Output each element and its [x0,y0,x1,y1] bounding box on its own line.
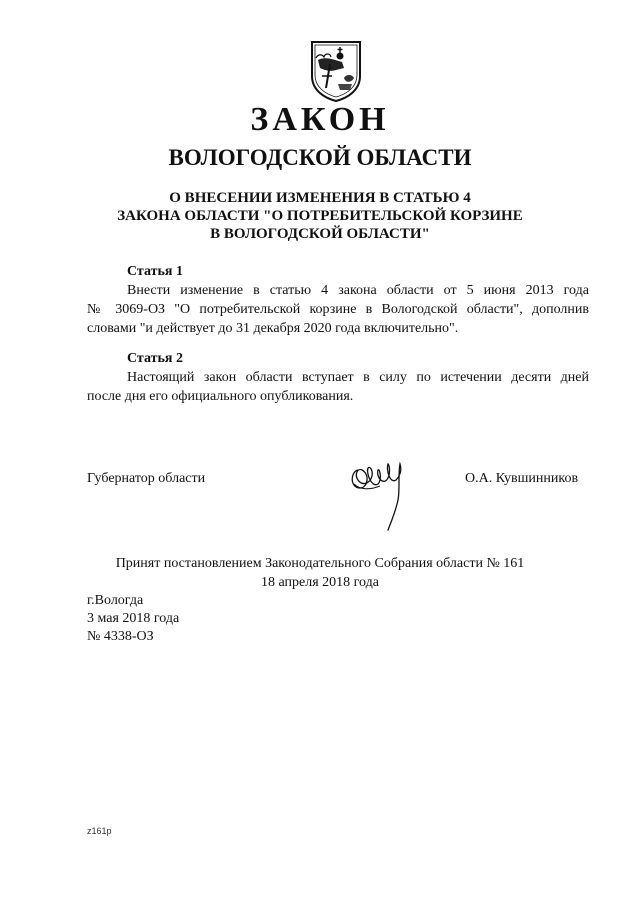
article-1-heading: Статья 1 [127,264,183,279]
article-2-line: после дня его официального опубликования. [87,389,354,404]
signatory-name: О.А. Кувшинников [465,471,579,486]
article-1-line: Внести изменение в статью 4 закона области от 5 июня 2013 года [127,283,589,298]
article-2-line: Настоящий закон области вступает в силу по истечении десяти дней [127,370,589,385]
region-title: ВОЛОГОДСКОЙ ОБЛАСТИ [168,145,472,170]
subject-line: ЗАКОНА ОБЛАСТИ "О ПОТРЕБИТЕЛЬСКОЙ КОРЗИНЕ [117,208,523,224]
subject-line: В ВОЛОГОДСКОЙ ОБЛАСТИ" [210,226,430,242]
document-code: z161p [87,826,112,836]
city: г.Вологда [87,593,144,608]
handwritten-signature-icon [340,450,420,535]
law-number: № 4338-ОЗ [87,629,154,644]
signatory-position: Губернатор области [87,471,206,486]
article-1-line: словами "и действует до 31 декабря 2020 года включительно". [87,321,459,336]
adoption-line: Принят постановлением Законодательного Собрания области № 161 [115,556,525,571]
adoption-note [0,554,640,592]
subject-line: О ВНЕСЕНИИ ИЗМЕНЕНИЯ В СТАТЬЮ 4 [169,190,471,206]
article-2-text [87,368,589,406]
place-and-date [87,592,179,646]
article-1-text [87,281,589,338]
signing-date: 3 мая 2018 года [87,611,180,626]
article-2-heading: Статья 2 [127,351,183,366]
article-1-line: № 3069-ОЗ "О потребительской корзине в Вологодской области", дополнив [87,302,589,317]
law-subject [0,189,640,243]
vologda-coat-of-arms-icon [308,38,364,102]
document-title: ЗАКОН [250,101,390,138]
adoption-date: 18 апреля 2018 года [261,575,379,590]
